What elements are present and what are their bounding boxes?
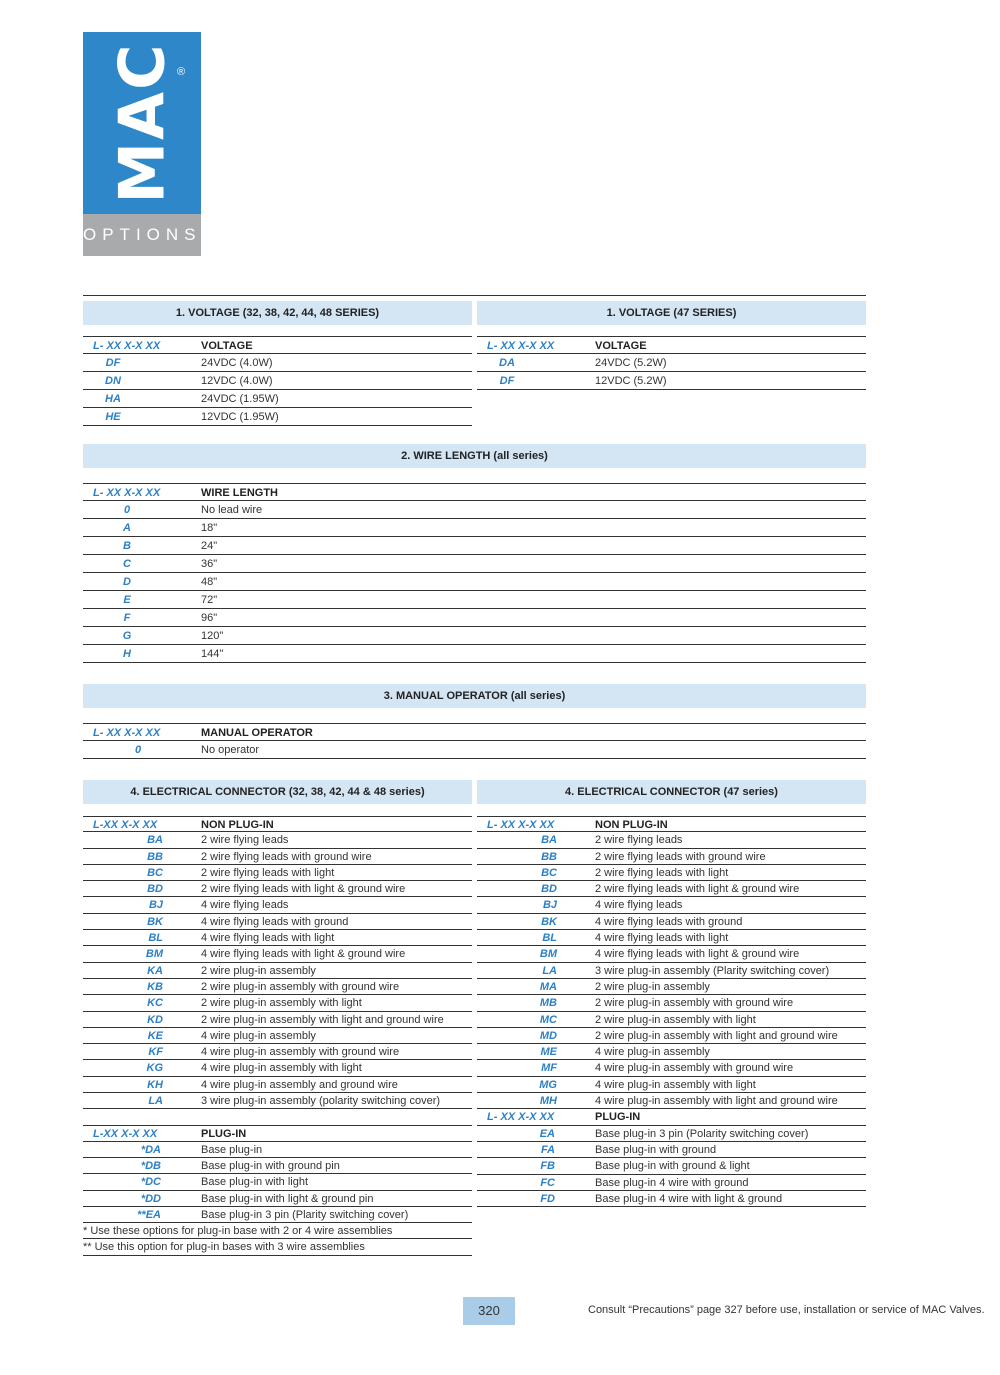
option-code: BK [541,915,557,928]
option-desc: 2 wire plug-in assembly with ground wire [201,980,400,993]
table-row [477,1060,866,1076]
header-desc: VOLTAGE [201,340,253,352]
option-desc: 2 wire plug-in assembly with light [595,1013,756,1026]
option-code: BJ [148,899,163,912]
option-desc: 72" [201,594,218,606]
option-desc: 2 wire plug-in assembly with ground wire [595,997,794,1010]
option-desc: 4 wire flying leads [201,899,289,912]
option-code: C [123,558,131,570]
option-code: DF [499,375,515,387]
option-desc: 2 wire flying leads [201,834,289,847]
header-desc: NON PLUG-IN [595,819,668,831]
option-code: ME [540,1046,557,1059]
option-code: FD [540,1192,555,1205]
option-desc: No lead wire [201,504,263,516]
connector-47-table [477,816,866,1207]
option-code: DA [499,357,515,369]
voltage-47-table [477,336,866,390]
option-desc: 2 wire plug-in assembly [595,980,710,993]
table-row [83,609,866,627]
option-desc: 120" [201,630,224,642]
table-row [83,1060,472,1076]
option-code: LA [542,964,557,977]
option-desc: Base plug-in with ground pin [201,1159,340,1172]
option-desc: 4 wire flying leads with ground [595,915,743,928]
option-desc: 18" [201,522,218,534]
option-desc: 4 wire plug-in assembly with light and ground wire [595,1095,838,1108]
option-code: MF [541,1062,557,1075]
connector-main-title: 4. ELECTRICAL CONNECTOR (32, 38, 42, 44 & 48 series) [83,780,472,804]
option-desc: 2 wire flying leads with light [595,866,729,879]
table-row [477,979,866,995]
table-row [83,946,472,962]
table-row [477,897,866,913]
option-desc: 4 wire flying leads with light [201,932,335,945]
option-code: MG [539,1078,557,1091]
table-row [83,897,472,913]
option-code: BC [541,866,557,879]
option-desc: Base plug-in with ground [595,1143,717,1156]
option-code: KF [148,1046,163,1059]
option-desc: 12VDC (1.95W) [201,411,279,423]
option-code: KE [147,1029,163,1042]
option-code: BM [539,948,557,961]
table-row [83,1142,472,1158]
plug-header [477,1109,866,1125]
table-row [83,1044,472,1060]
option-desc: 4 wire plug-in assembly with light [595,1078,756,1091]
option-desc: 4 wire flying leads [595,899,683,912]
table-row [477,1126,866,1142]
table-row [477,865,866,881]
voltage-main-title: 1. VOLTAGE (32, 38, 42, 44, 48 SERIES) [83,301,472,325]
table-row [83,1028,472,1044]
option-code: F [123,612,131,624]
table-row [477,946,866,962]
header-code: L- XX X-X XX [487,819,555,831]
top-divider [83,295,866,296]
option-desc: 4 wire plug-in assembly with light [201,1062,362,1075]
table-row [83,573,866,591]
option-code: *DD [140,1192,161,1205]
option-desc: 2 wire flying leads with light [201,866,335,879]
option-code: HE [105,411,121,423]
table-row [83,408,472,426]
option-desc: 4 wire flying leads with ground [201,915,349,928]
option-desc: 4 wire plug-in assembly and ground wire [201,1078,398,1091]
table-row [83,865,472,881]
footer-note: Consult “Precautions” page 327 before use, installation or service of MAC Valves. [588,1304,985,1316]
option-code: FA [540,1143,555,1156]
table-row [83,1158,472,1174]
table-row [83,372,472,390]
table-row [83,881,472,897]
mac-logo [83,32,201,256]
option-desc: Base plug-in with light & ground pin [201,1192,374,1205]
table-row [83,555,866,573]
option-desc: 2 wire plug-in assembly with light and ground wire [201,1013,444,1026]
table-header [83,483,866,501]
option-desc: 4 wire plug-in assembly [201,1029,316,1042]
option-desc: 24VDC (1.95W) [201,393,279,405]
table-row [83,645,866,663]
header-desc: NON PLUG-IN [201,819,274,831]
table-row [83,591,866,609]
table-row [83,537,866,555]
option-code: EA [539,1127,555,1140]
option-desc: 2 wire flying leads with light & ground wire [201,883,406,896]
option-code: DN [105,375,121,387]
option-code: BC [147,866,163,879]
option-desc: 2 wire plug-in assembly with light and ground wire [595,1029,838,1042]
wire-length-table [83,483,866,663]
registered-mark: ® [177,66,186,78]
option-code: MB [539,997,557,1010]
option-desc: 4 wire flying leads with light [595,932,729,945]
connector-main-table [83,816,472,1256]
manual-operator-title: 3. MANUAL OPERATOR (all series) [83,684,866,708]
nonplug-header [477,816,866,832]
option-desc: 2 wire plug-in assembly with light [201,997,362,1010]
table-row [477,1158,866,1174]
voltage-47-title: 1. VOLTAGE (47 SERIES) [477,301,866,325]
table-row [83,849,472,865]
table-header [83,723,866,741]
option-code: KD [147,1013,163,1026]
table-row [83,627,866,645]
option-code: BD [541,883,557,896]
option-code: HA [105,393,121,405]
connector-47-title: 4. ELECTRICAL CONNECTOR (47 series) [477,780,866,804]
option-code: MC [539,1013,557,1026]
table-row [83,390,472,408]
option-code: 0 [134,744,142,756]
option-code: KC [147,997,163,1010]
header-code: L- XX X-X XX [93,340,161,352]
option-code: H [123,648,131,660]
option-code: 0 [123,504,131,516]
table-header [477,336,866,354]
table-row [477,1142,866,1158]
table-row [83,963,472,979]
option-desc: 2 wire flying leads with ground wire [201,850,372,863]
header-code: L- XX X-X XX [93,487,161,499]
option-desc: 24VDC (4.0W) [201,357,273,369]
option-code: *DA [140,1143,161,1156]
option-code: BM [145,948,163,961]
option-code: *DC [140,1176,161,1189]
header-desc: PLUG-IN [201,1128,247,1141]
table-row [83,354,472,372]
table-row [83,741,866,759]
table-row [477,832,866,848]
table-row [83,914,472,930]
option-desc: 4 wire plug-in assembly [595,1046,710,1059]
table-row [477,1191,866,1207]
table-row [477,995,866,1011]
option-code: BK [147,915,163,928]
header-code: L- XX X-X XX [487,340,555,352]
option-code: BD [147,883,163,896]
table-row [477,354,866,372]
voltage-main-table [83,336,472,426]
table-row [83,1012,472,1028]
table-row [477,1175,866,1191]
table-row [83,501,866,519]
table-row [83,979,472,995]
option-code: D [123,576,131,588]
plug-header [83,1125,472,1141]
header-desc: MANUAL OPERATOR [201,727,313,739]
option-desc: Base plug-in 3 pin (Plarity switching cover) [201,1208,409,1221]
option-code: DF [105,357,121,369]
option-code: KG [146,1062,163,1075]
option-code: MH [539,1095,557,1108]
logo-brand: MAC [105,42,179,204]
option-code: BB [541,850,557,863]
option-desc: Base plug-in [201,1143,263,1156]
option-code: B [123,540,131,552]
option-desc: 96" [201,612,218,624]
header-desc: WIRE LENGTH [201,487,278,499]
option-code: BA [541,834,557,847]
page-number: 320 [463,1297,515,1325]
table-row [477,372,866,390]
option-desc: 3 wire plug-in assembly (Plarity switching cover) [595,964,830,977]
nonplug-header [83,816,472,832]
table-row [477,1093,866,1109]
header-desc: PLUG-IN [595,1111,641,1124]
option-code: G [122,630,132,642]
option-code: BL [148,932,163,945]
option-desc: 2 wire flying leads with light & ground wire [595,883,800,896]
option-desc: 24VDC (5.2W) [595,357,667,369]
table-row [477,1044,866,1060]
table-row [83,1093,472,1109]
option-desc: 4 wire plug-in assembly with ground wire [595,1062,794,1075]
option-desc: 4 wire flying leads with light & ground wire [201,948,406,961]
option-desc: 2 wire flying leads with ground wire [595,850,766,863]
table-row [83,1191,472,1207]
option-code: A [123,522,131,534]
option-code: MA [539,980,557,993]
option-desc: 12VDC (5.2W) [595,375,667,387]
footnote-2: ** Use this option for plug-in bases with 3 wire assemblies [83,1239,472,1255]
header-code: L- XX X-X XX [93,727,161,739]
option-code: KH [147,1078,163,1091]
option-code: FB [540,1160,555,1173]
option-desc: Base plug-in with light [201,1176,309,1189]
table-row [477,1077,866,1093]
option-code: BL [542,932,557,945]
option-desc: 144" [201,648,224,660]
option-desc: 48" [201,576,218,588]
table-row [477,881,866,897]
table-row [477,849,866,865]
spacer [83,1109,472,1125]
table-row [83,1174,472,1190]
option-desc: 24" [201,540,218,552]
option-desc: Base plug-in 4 wire with ground [595,1176,749,1189]
option-desc: 3 wire plug-in assembly (polarity switching cover) [201,1095,441,1108]
option-code: KA [147,964,163,977]
footnote-1: * Use these options for plug-in base with 2 or 4 wire assemblies [83,1223,472,1239]
table-row [477,963,866,979]
option-code: BA [147,834,163,847]
option-code: FC [540,1176,555,1189]
header-code: L-XX X-X XX [93,819,158,831]
logo-subtitle: OPTIONS [83,225,202,244]
option-desc: 4 wire flying leads with light & ground wire [595,948,800,961]
option-desc: Base plug-in with ground & light [595,1160,750,1173]
option-code: **EA [137,1208,161,1221]
option-code: BJ [542,899,557,912]
option-code: MD [539,1029,557,1042]
option-desc: Base plug-in 4 wire with light & ground [595,1192,783,1205]
table-row [83,930,472,946]
option-desc: 12VDC (4.0W) [201,375,273,387]
option-desc: Base plug-in 3 pin (Polarity switching cover) [595,1127,809,1140]
table-row [477,1028,866,1044]
option-code: *DB [140,1159,161,1172]
option-code: E [123,594,131,606]
option-code: KB [147,980,163,993]
option-code: BB [147,850,163,863]
table-row [83,1207,472,1223]
header-code: L- XX X-X XX [487,1111,555,1124]
header-desc: VOLTAGE [595,340,647,352]
table-row [83,995,472,1011]
option-desc: 2 wire flying leads [595,834,683,847]
option-desc: 2 wire plug-in assembly [201,964,316,977]
table-row [477,930,866,946]
manual-operator-table [83,723,866,759]
table-header [83,336,472,354]
option-code: LA [148,1095,163,1108]
option-desc: 4 wire plug-in assembly with ground wire [201,1046,400,1059]
table-row [83,1077,472,1093]
option-desc: No operator [201,744,260,756]
table-row [83,519,866,537]
wire-length-title: 2. WIRE LENGTH (all series) [83,444,866,468]
table-row [477,914,866,930]
table-row [83,832,472,848]
table-row [477,1012,866,1028]
option-desc: 36" [201,558,218,570]
header-code: L-XX X-X XX [93,1128,158,1141]
